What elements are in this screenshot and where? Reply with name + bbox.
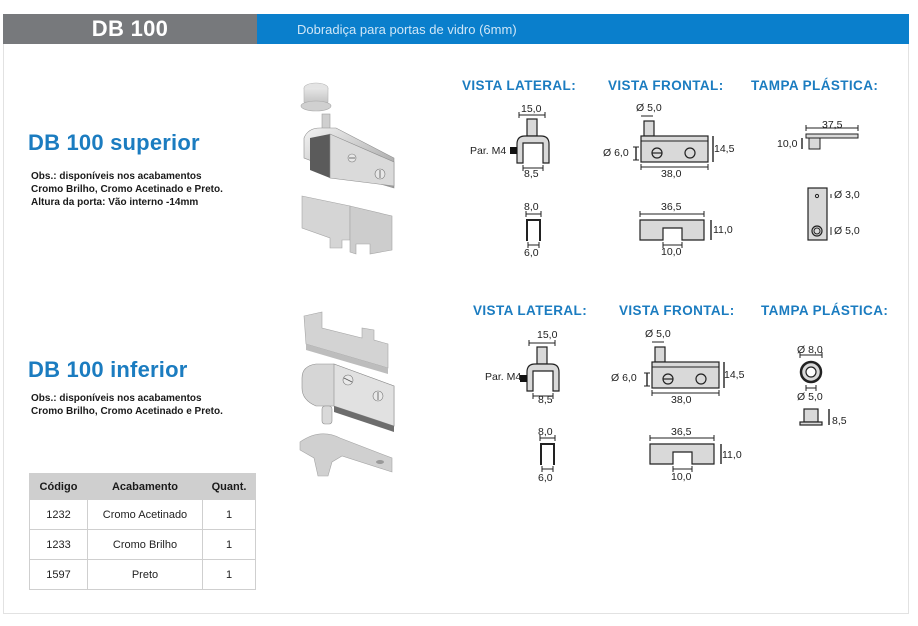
model-description: Dobradiça para portas de vidro (6mm) bbox=[257, 14, 909, 44]
hinge-inferior-photo-icon bbox=[292, 308, 402, 483]
inferior-obs bbox=[31, 392, 223, 418]
inferior-frontal-length: 38,0 bbox=[671, 394, 692, 406]
superior-frontal-height: 14,5 bbox=[714, 143, 735, 155]
cell-acabamento: Cromo Brilho bbox=[88, 530, 203, 560]
cell-acabamento: Cromo Acetinado bbox=[88, 500, 203, 530]
inferior-tampa-outer-diameter: Ø 8,0 bbox=[797, 344, 823, 356]
cell-quant: 1 bbox=[203, 560, 256, 590]
inferior-tampa-inner-diameter: Ø 5,0 bbox=[797, 391, 823, 403]
superior-shim-height: 11,0 bbox=[713, 224, 733, 236]
inferior-frontal-heading: VISTA FRONTAL: bbox=[619, 303, 735, 318]
inferior-frontal-pin-diameter: Ø 5,0 bbox=[645, 328, 671, 340]
table-row bbox=[30, 500, 256, 530]
superior-tampa-heading: TAMPA PLÁSTICA: bbox=[751, 78, 879, 93]
inferior-title: DB 100 inferior bbox=[28, 357, 188, 382]
superior-tampa-height: 10,0 bbox=[777, 138, 798, 150]
superior-shim-notch: 10,0 bbox=[661, 246, 682, 258]
cell-quant: 1 bbox=[203, 530, 256, 560]
superior-shim-bottom: 6,0 bbox=[524, 247, 539, 259]
col-quant: Quant. bbox=[203, 474, 256, 500]
superior-title: DB 100 superior bbox=[28, 130, 200, 155]
col-codigo: Código bbox=[30, 474, 88, 500]
superior-tampa-top-drawing bbox=[805, 185, 835, 245]
inferior-obs-line-2: Cromo Brilho, Cromo Acetinado e Preto. bbox=[31, 406, 223, 417]
table-header-row bbox=[30, 474, 256, 500]
superior-obs-line-1: Obs.: disponíveis nos acabamentos bbox=[31, 171, 202, 182]
cell-codigo: 1232 bbox=[30, 500, 88, 530]
inferior-shim-notch: 10,0 bbox=[671, 471, 692, 483]
inferior-lateral-inner-width: 8,5 bbox=[538, 394, 553, 406]
inferior-shim-top: 8,0 bbox=[538, 426, 553, 438]
table-row bbox=[30, 560, 256, 590]
superior-frontal-hole-diameter: Ø 6,0 bbox=[603, 147, 629, 159]
inferior-tampa-heading: TAMPA PLÁSTICA: bbox=[761, 303, 889, 318]
superior-shim-top: 8,0 bbox=[524, 201, 539, 213]
header-bar bbox=[3, 14, 909, 44]
superior-obs-line-2: Cromo Brilho, Cromo Acetinado e Preto. bbox=[31, 184, 223, 195]
superior-frontal-heading: VISTA FRONTAL: bbox=[608, 78, 724, 93]
table-row bbox=[30, 530, 256, 560]
cell-acabamento: Preto bbox=[88, 560, 203, 590]
superior-lateral-screw-label: Par. M4 bbox=[470, 145, 507, 157]
superior-frontal-pin-diameter: Ø 5,0 bbox=[636, 102, 662, 114]
superior-shim-length: 36,5 bbox=[661, 201, 682, 213]
cell-codigo: 1597 bbox=[30, 560, 88, 590]
inferior-shim-height: 11,0 bbox=[722, 449, 742, 461]
inferior-tampa-drawing bbox=[795, 345, 835, 435]
superior-tampa-length: 37,5 bbox=[822, 119, 843, 131]
inferior-lateral-screw-label: Par. M4 bbox=[485, 371, 522, 383]
superior-tampa-hole-large: Ø 5,0 bbox=[834, 225, 860, 237]
superior-obs-line-3: Altura da porta: Vão interno -14mm bbox=[31, 197, 199, 208]
spec-table bbox=[29, 473, 256, 590]
model-name: DB 100 bbox=[3, 14, 257, 44]
inferior-shim-length: 36,5 bbox=[671, 426, 692, 438]
superior-frontal-length: 38,0 bbox=[661, 168, 682, 180]
superior-lateral-inner-width: 8,5 bbox=[524, 168, 539, 180]
inferior-obs-line-1: Obs.: disponíveis nos acabamentos bbox=[31, 393, 202, 404]
inferior-frontal-height: 14,5 bbox=[724, 369, 745, 381]
cell-quant: 1 bbox=[203, 500, 256, 530]
inferior-lateral-heading: VISTA LATERAL: bbox=[473, 303, 588, 318]
superior-lateral-top-width: 15,0 bbox=[521, 103, 542, 115]
superior-obs bbox=[31, 170, 223, 209]
superior-lateral-heading: VISTA LATERAL: bbox=[462, 78, 577, 93]
superior-tampa-hole-small: Ø 3,0 bbox=[834, 189, 860, 201]
inferior-shim-bottom: 6,0 bbox=[538, 472, 553, 484]
hinge-superior-photo-icon bbox=[290, 78, 400, 258]
inferior-lateral-top-width: 15,0 bbox=[537, 329, 558, 341]
inferior-tampa-height: 8,5 bbox=[832, 415, 847, 427]
col-acabamento: Acabamento bbox=[88, 474, 203, 500]
inferior-frontal-hole-diameter: Ø 6,0 bbox=[611, 372, 637, 384]
cell-codigo: 1233 bbox=[30, 530, 88, 560]
